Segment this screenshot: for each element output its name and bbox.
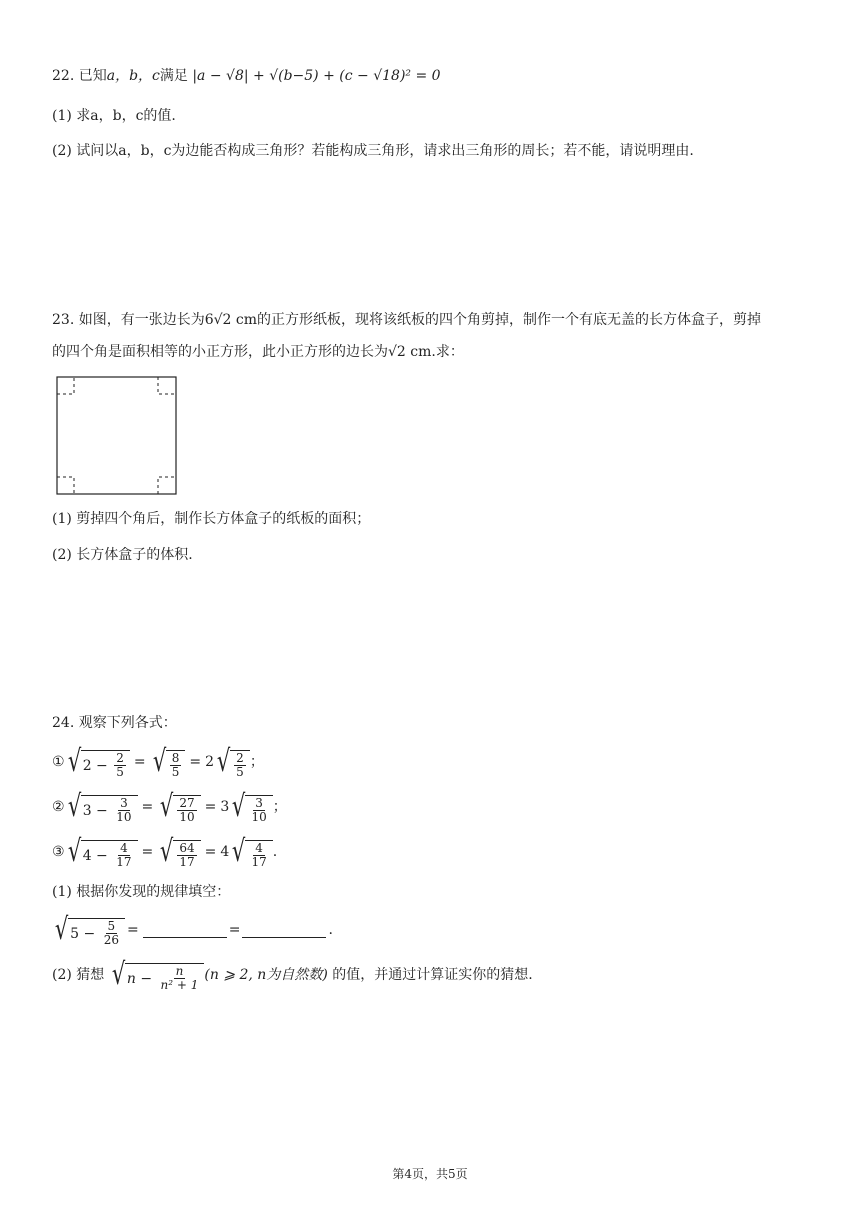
q24-fill-a: 5 bbox=[70, 925, 80, 942]
q24-item-lhs: √ 2 − $\frac{2}{5}$ bbox=[65, 745, 130, 779]
q24-fill-end: . bbox=[328, 922, 333, 938]
corner-bottom-left bbox=[57, 477, 74, 494]
q24-part2-frac-num: n bbox=[175, 964, 184, 978]
q24-item-a: 3 bbox=[82, 802, 92, 819]
q24-blank-2[interactable] bbox=[242, 923, 326, 938]
q24-item-a: 2 bbox=[82, 757, 92, 774]
q23-part2: (2) 长方体盒子的体积. bbox=[52, 547, 193, 563]
q23-line1 bbox=[52, 310, 761, 330]
q24-part1: (1) 根据你发现的规律填空： bbox=[52, 884, 231, 900]
q23-line1-c: 的正方形纸板，现将该纸板的四个角剪掉，制作一个有底无盖的长方体盒子，剪掉 bbox=[257, 312, 762, 328]
q24-item-k: 2 bbox=[205, 754, 215, 770]
q24-item-lhs: √ 3 − $\frac{3}{10}$ bbox=[65, 790, 138, 824]
q24-item-end: ； bbox=[272, 799, 287, 815]
q24-item-fn2: 4 bbox=[255, 841, 263, 855]
corner-cuts bbox=[57, 377, 176, 494]
q23-line2-a: 的四个角是面积相等的小正方形，此小正方形的边长为 bbox=[52, 344, 388, 360]
q24-part2-frac-den: n² + 1 bbox=[160, 978, 199, 992]
q24-item-rd: 5 bbox=[171, 765, 180, 779]
corner-bottom-right bbox=[158, 477, 176, 494]
q24-item-rd: 17 bbox=[179, 855, 195, 869]
q24-item-mark: ① bbox=[52, 754, 65, 770]
q24-item-fd2: 5 bbox=[236, 765, 244, 779]
q24-part2-n: n bbox=[126, 970, 136, 987]
q24-item: ③ √ 4 − $\frac{4}{17}$ = √ $\frac{64}{17}$ = 4 √ $\frac{4}{17}$ . bbox=[52, 834, 278, 869]
q24-item-fd2: 10 bbox=[251, 810, 267, 824]
q24-item-lhs: √ 4 − $\frac{4}{17}$ bbox=[65, 835, 138, 869]
q24-part2-a: (2) 猜想 bbox=[52, 967, 105, 983]
q24-part2-b: 的值，并通过计算证实你的猜想. bbox=[332, 967, 533, 983]
q24-item-mid: √ $\frac{8}{5}$ bbox=[150, 745, 186, 779]
q22-part1: (1) 求a，b，c的值. bbox=[52, 108, 176, 124]
q24-fill-sqrt: √ 5 − $\frac{5}{26}$ bbox=[52, 913, 125, 947]
corner-top-right bbox=[158, 377, 176, 394]
q23-line2-c: .求： bbox=[431, 344, 464, 360]
q24-part2 bbox=[52, 956, 533, 994]
q22-stem bbox=[52, 66, 441, 86]
q24-intro: 24. 观察下列各式： bbox=[52, 715, 177, 731]
q24-item-end: ； bbox=[249, 754, 264, 770]
q24-blank-1[interactable] bbox=[143, 923, 227, 938]
q24-item-rhs: √ $\frac{3}{10}$ bbox=[229, 790, 272, 824]
q24-item-rhs: √ $\frac{4}{17}$ bbox=[229, 835, 272, 869]
corner-top-left bbox=[57, 377, 74, 394]
q24-part2-sqrt: √ n − $\frac{n}{\text{n² + 1}}$ bbox=[109, 958, 205, 992]
q23-part1: (1) 剪掉四个角后，制作长方体盒子的纸板的面积； bbox=[52, 511, 371, 527]
page-footer: 第4页，共5页 bbox=[392, 1167, 468, 1181]
q22-part2: (2) 试问以a，b，c为边能否构成三角形？若能构成三角形，请求出三角形的周长；若不能，请说明理由. bbox=[52, 143, 694, 159]
outer-square bbox=[57, 377, 176, 494]
q23-side-length: 6√2 cm bbox=[204, 312, 258, 328]
q24-item-fd: 17 bbox=[116, 855, 132, 869]
q24-item-end: . bbox=[272, 844, 278, 860]
q24-item-k: 4 bbox=[220, 844, 230, 860]
q24-item-rn: 27 bbox=[179, 796, 195, 810]
q24-item: ① √ 2 − $\frac{2}{5}$ = √ $\frac{8}{5}$ = 2 √ $\frac{2}{5}$ ； bbox=[52, 744, 264, 779]
q24-item: ② √ 3 − $\frac{3}{10}$ = √ $\frac{27}{10}$ = 3 √ $\frac{3}{10}$ ； bbox=[52, 789, 287, 824]
q24-part2-condition: (n ⩾ 2, n为自然数) bbox=[204, 967, 328, 983]
q24-item-a: 4 bbox=[82, 847, 92, 864]
q24-item-fn: 4 bbox=[120, 841, 128, 855]
q24-fill-den: 26 bbox=[103, 933, 119, 947]
q24-item-k: 3 bbox=[220, 799, 230, 815]
q23-small-side: √2 cm bbox=[388, 344, 432, 360]
q24-item-rn: 8 bbox=[171, 751, 180, 765]
q22-vars: a，b，c bbox=[106, 68, 160, 84]
q24-item-fn: 3 bbox=[120, 796, 128, 810]
q22-prefix: 22. 已知 bbox=[52, 68, 107, 84]
q24-item-fd2: 17 bbox=[251, 855, 267, 869]
q23-line1-a: 23. 如图，有一张边长为 bbox=[52, 312, 205, 328]
q24-item-mid: √ $\frac{64}{17}$ bbox=[157, 835, 200, 869]
q24-item-fd: 5 bbox=[116, 765, 124, 779]
q24-item-mark: ③ bbox=[52, 844, 65, 860]
q23-square-figure bbox=[56, 376, 180, 498]
q24-item-mid: √ $\frac{27}{10}$ bbox=[157, 790, 200, 824]
q22-mid: 满足 bbox=[159, 68, 188, 84]
q24-item-fn2: 2 bbox=[236, 751, 244, 765]
q24-item-mark: ② bbox=[52, 799, 65, 815]
q22-equation: |a − √8| + √(b−5) + (c − √18)² = 0 bbox=[192, 68, 441, 84]
q24-item-rhs: √ $\frac{2}{5}$ bbox=[214, 745, 250, 779]
q24-item-fn: 2 bbox=[116, 751, 124, 765]
q24-fill-line: √ 5 − $\frac{5}{26}$ = = . bbox=[52, 912, 333, 948]
q24-item-fn2: 3 bbox=[255, 796, 263, 810]
q24-item-rd: 10 bbox=[179, 810, 195, 824]
q24-item-fd: 10 bbox=[116, 810, 132, 824]
q23-line2 bbox=[52, 342, 464, 362]
q24-item-rn: 64 bbox=[179, 841, 195, 855]
q24-fill-num: 5 bbox=[107, 919, 116, 933]
